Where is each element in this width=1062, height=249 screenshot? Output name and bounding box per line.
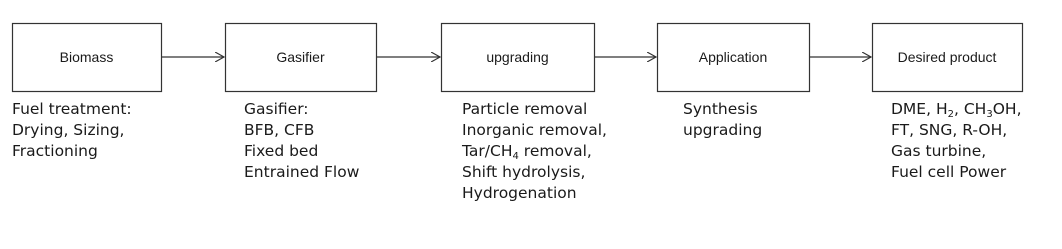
note-text: Shift hydrolysis, [462,163,586,181]
node-desired-product [873,24,1023,92]
note-text: OH, [992,100,1022,118]
note-line [891,99,1022,120]
note-text: DME, H [891,100,948,118]
node-label-desired-product: Desired product [897,49,997,65]
note-text: Fuel treatment: [12,100,132,118]
node-label-biomass: Biomass [59,49,114,65]
note-text: Gasifier: [244,100,309,118]
note-text: FT, SNG, R-OH, [891,121,1008,139]
note-line [462,162,607,183]
note-line [891,141,1022,162]
note-line [12,120,132,141]
note-text: Fixed bed [244,142,319,160]
note-text: Hydrogenation [462,184,577,202]
note-line [244,141,359,162]
note-text: Tar/CH [462,142,513,160]
note-upgrading-steps [462,99,607,204]
note-text: Synthesis [683,100,758,118]
note-application-steps [683,99,762,141]
note-line [244,120,359,141]
note-text: Entrained Flow [244,163,360,181]
note-line [683,120,762,141]
note-text: removal, [518,142,592,160]
note-line [12,141,132,162]
node-label-gasifier: Gasifier [276,49,325,65]
note-line [462,120,607,141]
note-line [462,99,607,120]
node-biomass [13,24,162,92]
node-application [658,24,810,92]
note-text: Drying, Sizing, [12,121,125,139]
note-fuel-treatment [12,99,132,162]
note-line [683,99,762,120]
note-line [462,183,607,204]
note-line [891,162,1022,183]
subscript: 3 [986,109,993,120]
note-gasifier-types [244,99,359,183]
note-line [891,120,1022,141]
note-text: Inorganic removal, [462,121,607,139]
note-text: upgrading [683,121,763,139]
note-text: Particle removal [462,100,588,118]
note-line [462,141,607,162]
subscript: 4 [512,151,519,162]
node-label-application: Application [698,49,768,65]
note-line [244,99,359,120]
note-text: Gas turbine, [891,142,987,160]
note-text: BFB, CFB [244,121,315,139]
note-products [891,99,1022,183]
node-upgrading [442,24,595,92]
note-line [244,162,359,183]
note-line [12,99,132,120]
note-text: Fractioning [12,142,98,160]
note-text: Fuel cell Power [891,163,1007,181]
node-label-upgrading: upgrading [486,49,549,65]
note-text: , CH [954,100,987,118]
subscript: 2 [947,109,954,120]
node-gasifier [226,24,377,92]
